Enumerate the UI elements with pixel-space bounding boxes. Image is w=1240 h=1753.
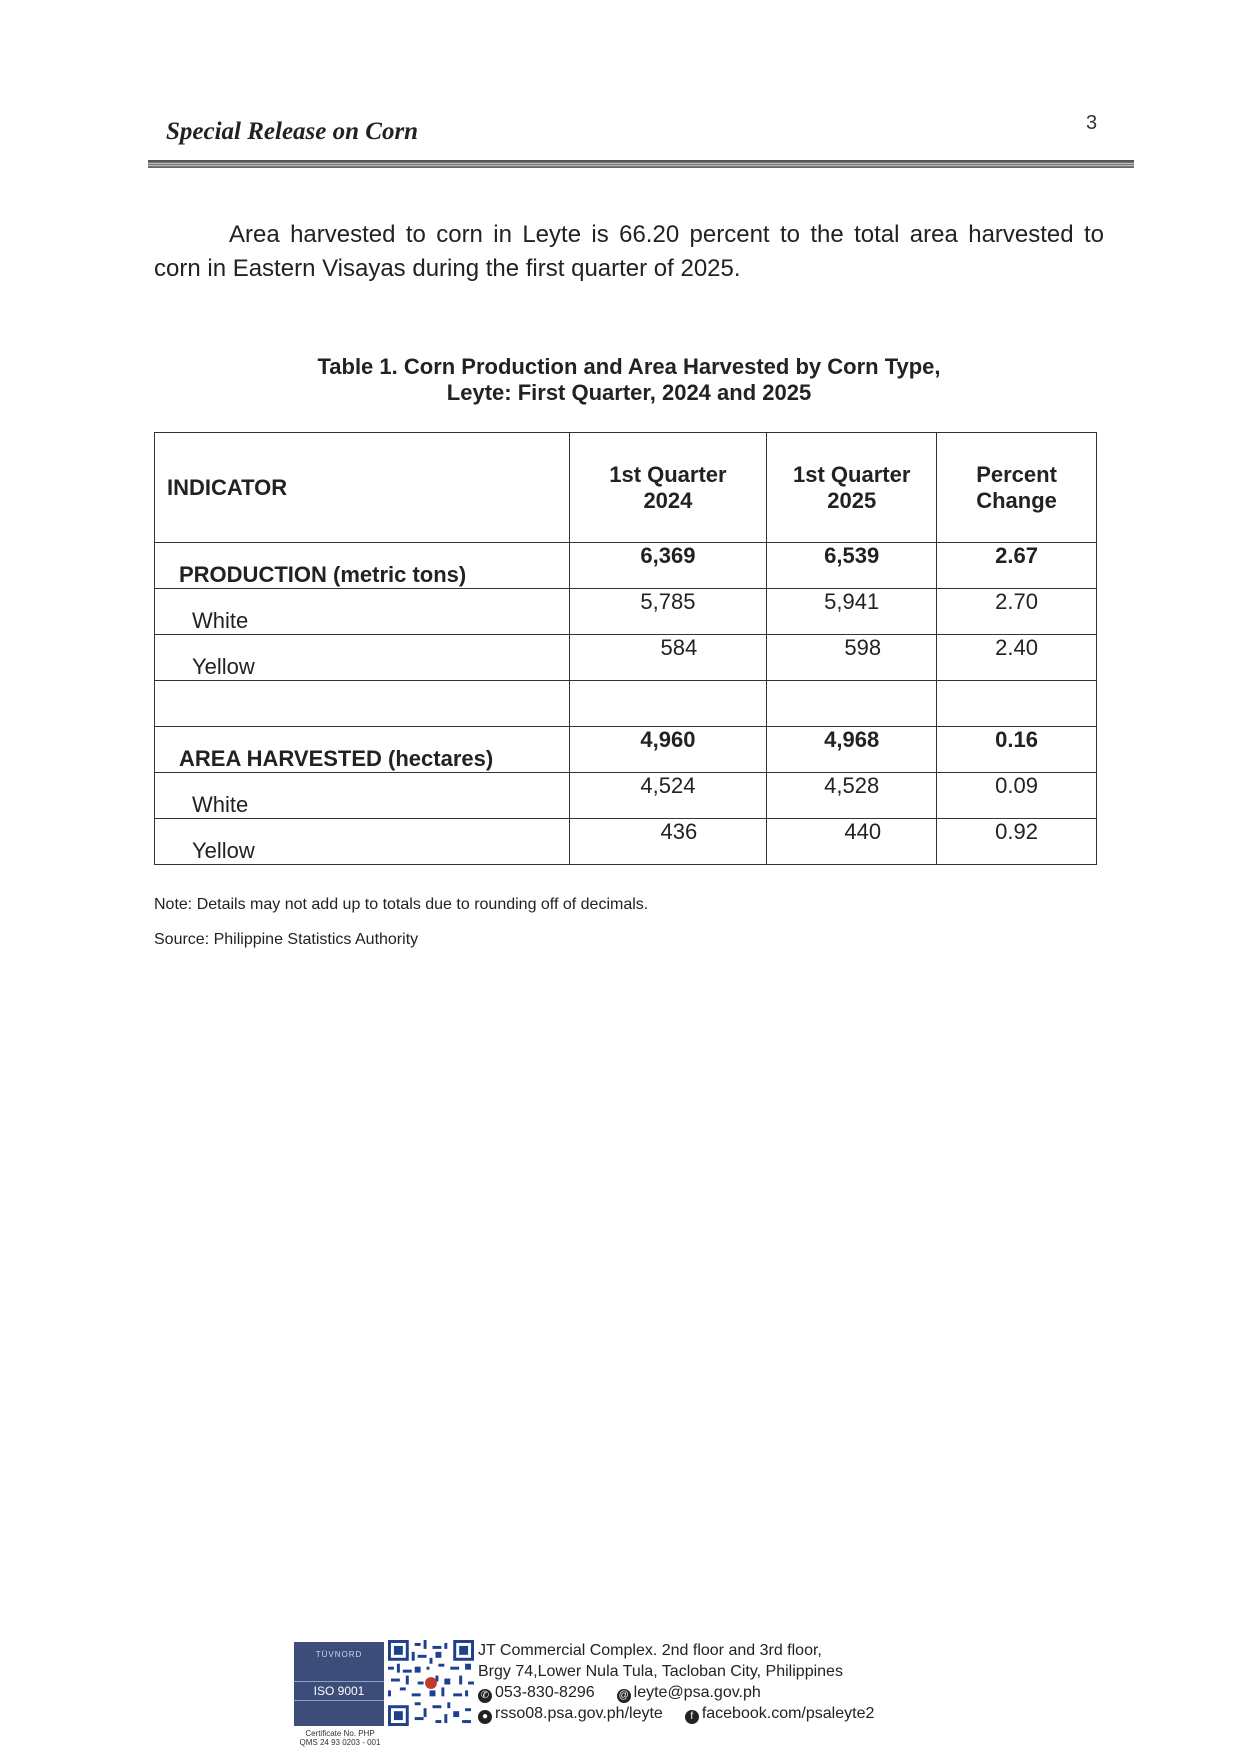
globe-icon: ●: [478, 1710, 492, 1724]
page-number: 3: [1086, 112, 1098, 134]
header-pct-line-2: Change: [976, 487, 1057, 513]
badge-iso: ISO 9001: [294, 1681, 384, 1701]
cell-q2024: 4,524: [569, 773, 767, 819]
cell-pct: 2.70: [937, 589, 1097, 635]
cell-q2025: 598: [767, 635, 937, 681]
contact-row-2: [478, 1703, 874, 1724]
header-q2024: [569, 433, 767, 543]
table-row-production-white: [155, 589, 1097, 635]
cell-pct: 0.92: [937, 819, 1097, 865]
header-pct-line-1: Percent: [976, 461, 1057, 487]
row-label: [155, 681, 570, 727]
table-row-production-yellow: [155, 635, 1097, 681]
contact-row-1: [478, 1682, 874, 1703]
cell-q2025: 5,941: [767, 589, 937, 635]
facebook-icon: f: [685, 1710, 699, 1724]
header-indicator: INDICATOR: [155, 433, 570, 543]
contact-block: [478, 1640, 874, 1724]
header-q2024-line-1: 1st Quarter: [609, 461, 727, 487]
cell-pct: 2.67: [937, 543, 1097, 589]
cert-line-1: Certificate No. PHP: [305, 1729, 375, 1738]
page-header-title: Special Release on Corn: [166, 118, 419, 145]
email-icon: @: [618, 1690, 629, 1701]
table-row-area-white: [155, 773, 1097, 819]
cell-q2025: 6,539: [767, 543, 937, 589]
header-divider: [148, 160, 1134, 168]
header-q2025: [767, 433, 937, 543]
table-title-line-1: Table 1. Corn Production and Area Harvested by Corn Type,: [317, 354, 941, 379]
badge-brand: TÜVNORD: [315, 1650, 363, 1659]
cert-line-2: QMS 24 93 0203 - 001: [299, 1738, 381, 1747]
row-label: White: [155, 589, 570, 635]
qr-code-icon: [388, 1640, 474, 1726]
table-title: [154, 354, 1104, 406]
address-line-1: JT Commercial Complex. 2nd floor and 3rd floor,: [478, 1642, 822, 1659]
cell-q2025: [767, 681, 937, 727]
cell-pct: 2.40: [937, 635, 1097, 681]
row-label: AREA HARVESTED (hectares): [155, 727, 570, 773]
email-address[interactable]: leyte@psa.gov.ph: [633, 1684, 761, 1701]
table-row-production: [155, 543, 1097, 589]
cell-q2025: 4,968: [767, 727, 937, 773]
table-row-area-harvested: [155, 727, 1097, 773]
table-source: Source: Philippine Statistics Authority: [154, 931, 419, 948]
row-label: Yellow: [155, 819, 570, 865]
header-q2024-line-2: 2024: [643, 487, 693, 513]
cell-q2024: 5,785: [569, 589, 767, 635]
table-row-spacer: [155, 681, 1097, 727]
cell-q2025: 440: [767, 819, 937, 865]
table-row-area-yellow: [155, 819, 1097, 865]
table-header-row: [155, 433, 1097, 543]
body-paragraph: Area harvested to corn in Leyte is 66.20 percent to the total area harvested to corn in Eastern Visayas during the first quarter of 2025.: [154, 221, 1104, 282]
corn-production-table: [154, 432, 1097, 865]
header-q2025-line-1: 1st Quarter: [793, 461, 911, 487]
facebook-link[interactable]: facebook.com/psaleyte2: [701, 1705, 875, 1722]
cell-pct: [937, 681, 1097, 727]
header-percent-change: [937, 433, 1097, 543]
address-line-2: Brgy 74,Lower Nula Tula, Tacloban City, Philippines: [478, 1663, 843, 1680]
cell-q2024: 4,960: [569, 727, 767, 773]
cell-q2024: 584: [569, 635, 767, 681]
row-label: Yellow: [155, 635, 570, 681]
website-link[interactable]: rsso08.psa.gov.ph/leyte: [495, 1705, 663, 1722]
cell-pct: 0.16: [937, 727, 1097, 773]
table-note: Note: Details may not add up to totals due to rounding off of decimals.: [154, 896, 649, 913]
cell-q2024: 6,369: [569, 543, 767, 589]
cell-q2024: [569, 681, 767, 727]
cell-q2024: 436: [569, 819, 767, 865]
phone-number[interactable]: 053-830-8296: [495, 1684, 595, 1701]
row-label: White: [155, 773, 570, 819]
header-q2025-line-2: 2025: [827, 487, 877, 513]
certificate-number: [288, 1729, 392, 1747]
row-label: PRODUCTION (metric tons): [155, 543, 570, 589]
phone-icon: ✆: [478, 1689, 492, 1703]
iso-certification-badge: [294, 1642, 384, 1726]
cell-q2025: 4,528: [767, 773, 937, 819]
table-title-line-2: Leyte: First Quarter, 2024 and 2025: [446, 380, 812, 405]
cell-pct: 0.09: [937, 773, 1097, 819]
